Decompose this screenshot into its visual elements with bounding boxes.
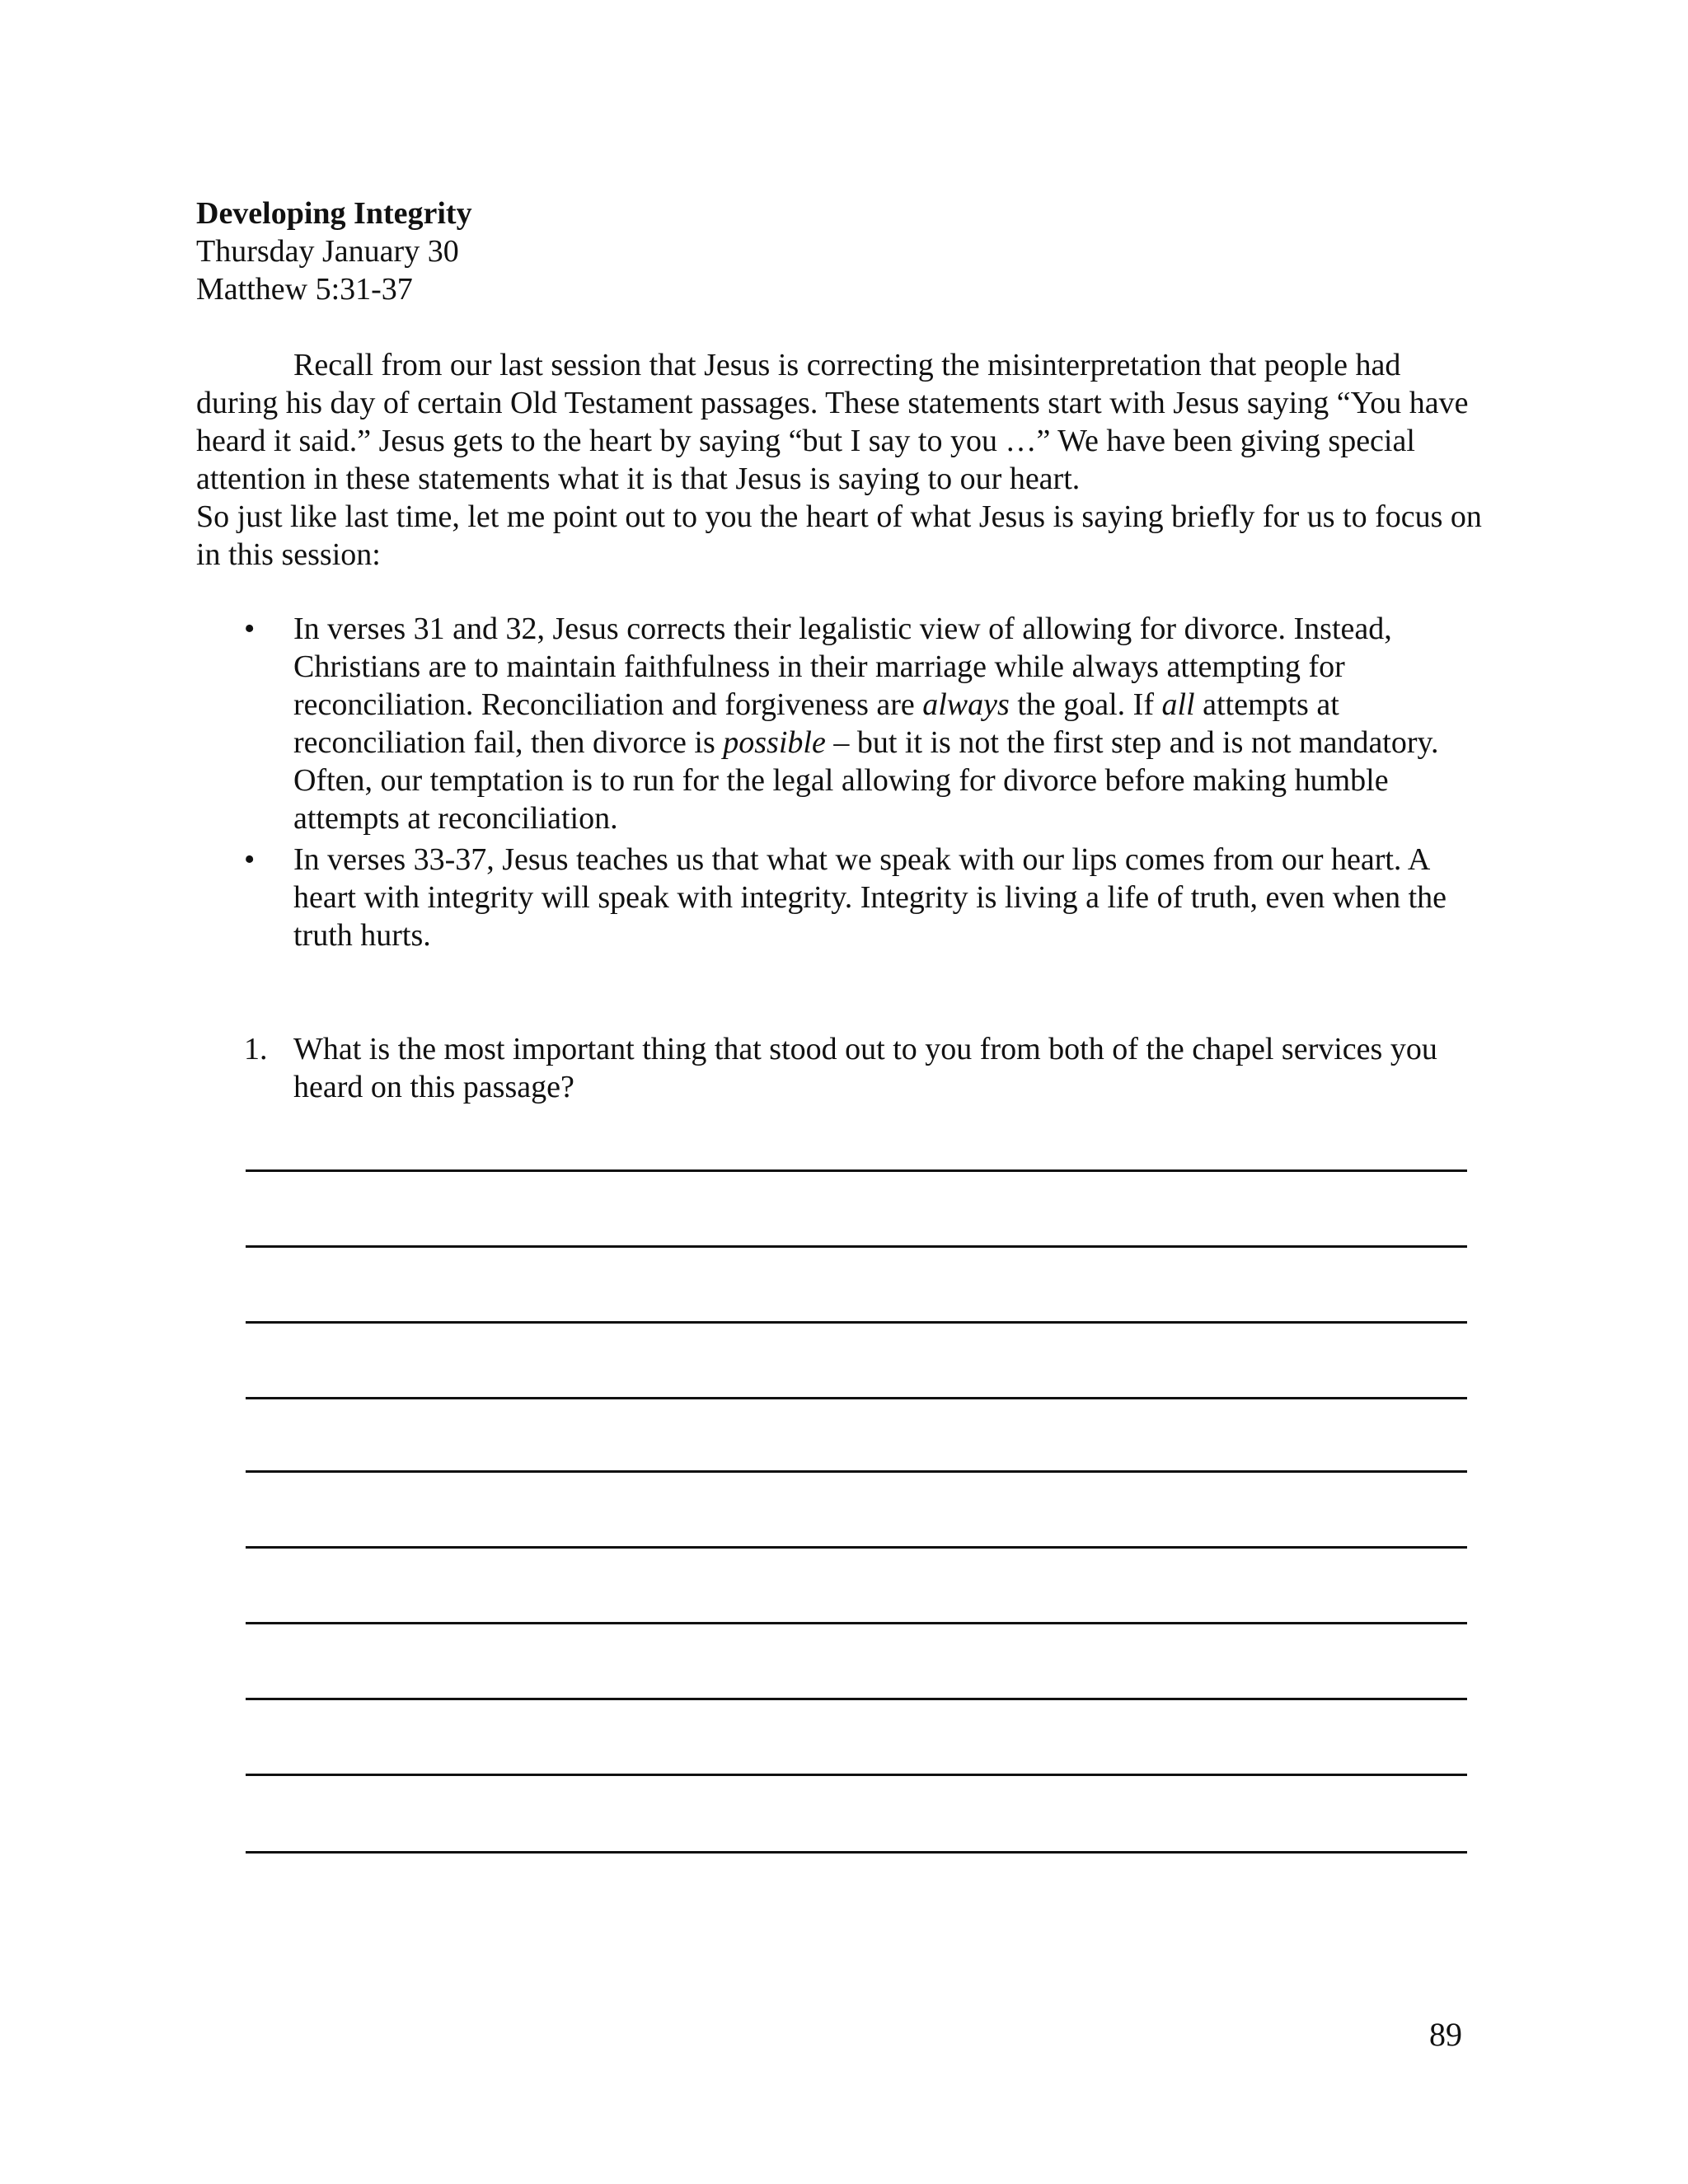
answer-line[interactable]: [246, 1245, 1467, 1248]
emphasis-always: always: [922, 687, 1010, 722]
bullet-text: [293, 612, 1439, 836]
question-1: [196, 1030, 1482, 1106]
bullet-text-part: the goal. If: [1009, 687, 1162, 722]
bullet-text: In verses 33-37, Jesus teaches us that what we speak with our lips comes from our heart. A heart with integrity will speak with integrity. Integrity is living a life of truth, even when the truth hurts.: [293, 842, 1447, 953]
answer-line[interactable]: [246, 1397, 1467, 1399]
bullet-text-part: – but it is not the first step and is not mandatory. Often, our temptation is to run for the legal allowing for divorce before making humble attempts at reconciliation.: [293, 725, 1439, 836]
answer-line[interactable]: [246, 1321, 1467, 1324]
answer-line[interactable]: [246, 1774, 1467, 1776]
header-block: [196, 194, 472, 308]
bullet-text-part: attempts at reconciliation fail, then divorce is: [293, 687, 1339, 760]
intro-paragraph-2: So just like last time, let me point out to you the heart of what Jesus is saying briefly for us to focus on in this session:: [196, 499, 1482, 572]
intro-paragraph-1: Recall from our last session that Jesus is correcting the misinterpretation that people had during his day of certain Old Testament passages. These statements start with Jesus saying “You have heard it said.” Jesus gets to the heart by saying “but I say to you …” We have been giving special attention in these statements what it is that Jesus is saying to our heart.: [196, 348, 1469, 496]
intro-section: [196, 346, 1482, 574]
answer-line[interactable]: [246, 1851, 1467, 1854]
emphasis-possible: possible: [723, 725, 826, 760]
question-number: 1.: [244, 1032, 268, 1066]
session-date: Thursday January 30: [196, 234, 459, 269]
page-title: Developing Integrity: [196, 196, 472, 231]
bullet-text-part: In verses 31 and 32, Jesus corrects their legalistic view of allowing for divorce. Instead, Christians are to maintain faithfulness in their marriage while always attempting for reconciliation. Reconciliation and forgiveness are: [293, 612, 1392, 722]
answer-line[interactable]: [246, 1622, 1467, 1624]
bullet-marker: •: [244, 612, 256, 646]
bullet-item-integrity: [196, 841, 1482, 954]
answer-line[interactable]: [246, 1169, 1467, 1172]
answer-line[interactable]: [246, 1470, 1467, 1473]
bullet-item-divorce: [196, 610, 1482, 837]
answer-line[interactable]: [246, 1698, 1467, 1700]
bullet-list: [196, 610, 1482, 958]
emphasis-all: all: [1161, 687, 1195, 722]
bullet-marker: •: [244, 842, 256, 877]
page-number: 89: [1429, 2016, 1462, 2053]
answer-line[interactable]: [246, 1546, 1467, 1549]
question-text: What is the most important thing that stood out to you from both of the chapel services you heard on this passage?: [293, 1032, 1437, 1104]
scripture-reference: Matthew 5:31-37: [196, 272, 413, 307]
